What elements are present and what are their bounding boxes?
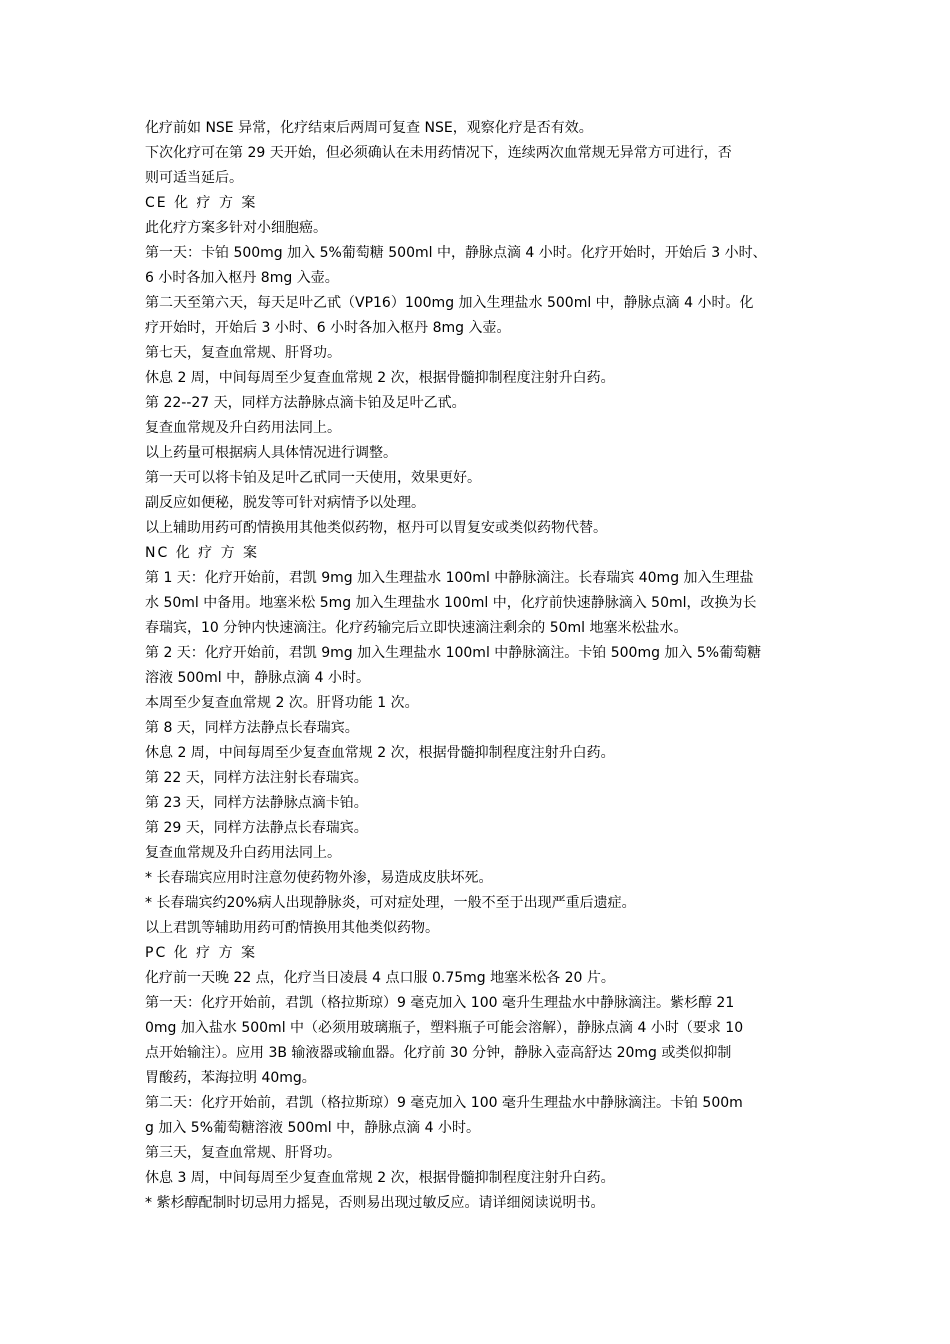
text-line: 第 2 天：化疗开始前，君凯 9mg 加入生理盐水 100ml 中静脉滴注。卡铂 500mg 加入 5%葡萄糖 xyxy=(145,645,762,661)
text-line: 第一天：卡铂 500mg 加入 5%葡萄糖 500ml 中，静脉点滴 4 小时。化疗开始时，开始后 3 小时、 xyxy=(145,245,767,261)
text-line: 化疗前如 NSE 异常，化疗结束后两周可复查 NSE，观察化疗是否有效。 xyxy=(145,120,593,136)
text-line: 以上君凯等辅助用药可酌情换用其他类似药物。 xyxy=(145,920,439,936)
text-line: 第一天可以将卡铂及足叶乙甙同一天使用，效果更好。 xyxy=(145,470,481,486)
text-line: 第 29 天，同样方法静点长春瑞宾。 xyxy=(145,820,368,836)
text-line: 水 50ml 中备用。地塞米松 5mg 加入生理盐水 100ml 中，化疗前快速静脉滴入 50ml，改换为长 xyxy=(145,595,757,611)
text-line: 此化疗方案多针对小细胞癌。 xyxy=(145,220,327,236)
text-line: 以上药量可根据病人具体情况进行调整。 xyxy=(145,445,397,461)
section-heading-pc: PC 化 疗 方 案 xyxy=(145,945,258,961)
text-line: 春瑞宾，10 分钟内快速滴注。化疗药输完后立即快速滴注剩余的 50ml 地塞米松盐水。 xyxy=(145,620,688,636)
document-page xyxy=(145,116,815,1216)
text-line: 复查血常规及升白药用法同上。 xyxy=(145,420,341,436)
text-line: 第 22 天，同样方法注射长春瑞宾。 xyxy=(145,770,368,786)
text-line: 第 23 天，同样方法静脉点滴卡铂。 xyxy=(145,795,368,811)
text-line: 化疗前一天晚 22 点，化疗当日凌晨 4 点口服 0.75mg 地塞米松各 20 片。 xyxy=(145,970,615,986)
text-line: 第三天，复查血常规、肝肾功。 xyxy=(145,1145,341,1161)
text-line: 点开始输注）。应用 3B 输液器或输血器。化疗前 30 分钟，静脉入壶高舒达 20mg 或类似抑制 xyxy=(145,1045,732,1061)
bullet-note: * 紫杉醇配制时切忌用力摇晃，否则易出现过敏反应。请详细阅读说明书。 xyxy=(145,1195,605,1211)
text-line: 本周至少复查血常规 2 次。肝肾功能 1 次。 xyxy=(145,695,419,711)
text-line: 复查血常规及升白药用法同上。 xyxy=(145,845,341,861)
text-line: 疗开始时，开始后 3 小时、6 小时各加入枢丹 8mg 入壶。 xyxy=(145,320,511,336)
text-line: 胃酸药，苯海拉明 40mg。 xyxy=(145,1070,316,1086)
text-line: g 加入 5%葡萄糖溶液 500ml 中，静脉点滴 4 小时。 xyxy=(145,1120,480,1136)
text-line: 第 8 天，同样方法静点长春瑞宾。 xyxy=(145,720,359,736)
text-line: 第七天，复查血常规、肝肾功。 xyxy=(145,345,341,361)
text-line: 休息 2 周，中间每周至少复查血常规 2 次，根据骨髓抑制程度注射升白药。 xyxy=(145,370,615,386)
text-line: 第一天：化疗开始前，君凯（格拉斯琼）9 毫克加入 100 毫升生理盐水中静脉滴注。紫杉醇 21 xyxy=(145,995,735,1011)
text-line: 溶液 500ml 中，静脉点滴 4 小时。 xyxy=(145,670,370,686)
text-line: 第 22--27 天，同样方法静脉点滴卡铂及足叶乙甙。 xyxy=(145,395,466,411)
text-line: 下次化疗可在第 29 天开始，但必须确认在未用药情况下，连续两次血常规无异常方可进行，否 xyxy=(145,145,732,161)
bullet-note: * 长春瑞宾约20%病人出现静脉炎，可对症处理，一般不至于出现严重后遗症。 xyxy=(145,895,636,911)
text-line: 则可适当延后。 xyxy=(145,170,243,186)
text-line: 第二天：化疗开始前，君凯（格拉斯琼）9 毫克加入 100 毫升生理盐水中静脉滴注。卡铂 500m xyxy=(145,1095,743,1111)
text-line: 休息 2 周，中间每周至少复查血常规 2 次，根据骨髓抑制程度注射升白药。 xyxy=(145,745,615,761)
text-line: 0mg 加入盐水 500ml 中（必须用玻璃瓶子，塑料瓶子可能会溶解），静脉点滴 4 小时（要求 10 xyxy=(145,1020,744,1036)
text-line: 第 1 天：化疗开始前，君凯 9mg 加入生理盐水 100ml 中静脉滴注。长春瑞宾 40mg 加入生理盐 xyxy=(145,570,754,586)
bullet-note: * 长春瑞宾应用时注意勿使药物外渗，易造成皮肤坏死。 xyxy=(145,870,493,886)
text-line: 第二天至第六天，每天足叶乙甙（VP16）100mg 加入生理盐水 500ml 中，静脉点滴 4 小时。化 xyxy=(145,295,754,311)
text-line: 以上辅助用药可酌情换用其他类似药物，枢丹可以胃复安或类似药物代替。 xyxy=(145,520,607,536)
text-line: 休息 3 周，中间每周至少复查血常规 2 次，根据骨髓抑制程度注射升白药。 xyxy=(145,1170,615,1186)
section-heading-ce: CE 化 疗 方 案 xyxy=(145,195,258,211)
text-line: 6 小时各加入枢丹 8mg 入壶。 xyxy=(145,270,339,286)
section-heading-nc: NC 化 疗 方 案 xyxy=(145,545,260,561)
text-line: 副反应如便秘，脱发等可针对病情予以处理。 xyxy=(145,495,425,511)
